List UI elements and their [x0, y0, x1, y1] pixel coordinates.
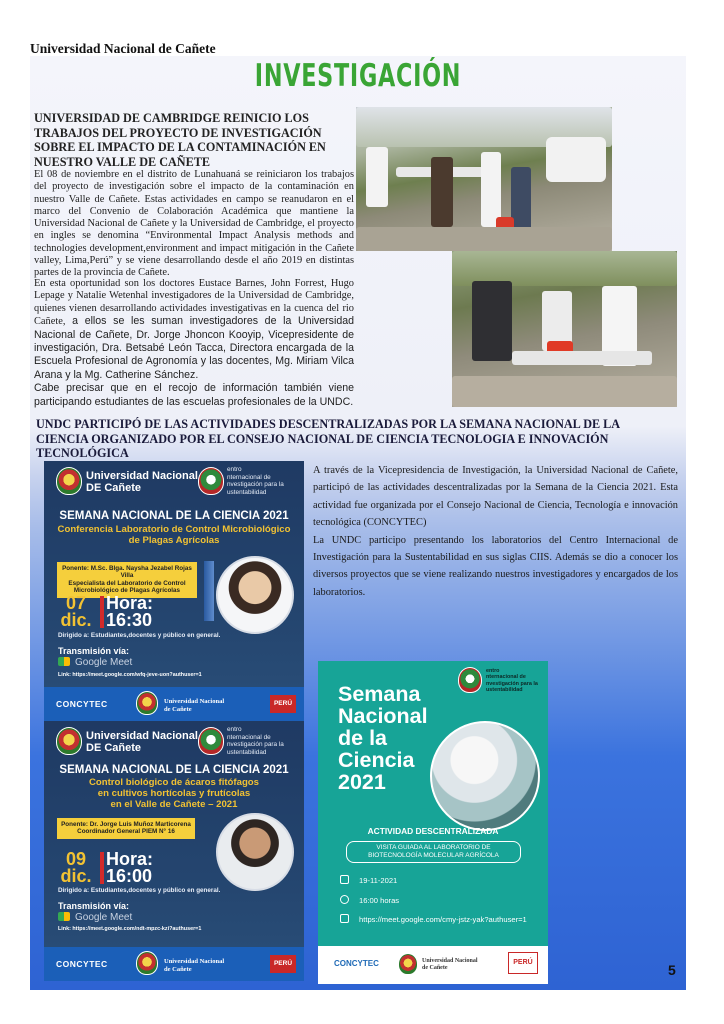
undc-crest-icon	[136, 951, 158, 975]
article2-title: UNDC PARTICIPÓ DE LAS ACTIVIDADES DESCENTRALIZADAS POR LA SEMANA NACIONAL DE LA CIENCIA ORGANIZADO POR EL CONSEJO NACIONAL DE CIENCIA TECNOLOGIA E INNOVACIÓN TECNOLÓGICA	[36, 417, 620, 460]
article1-paragraph2-serif: En esta oportunidad son los doctores Eustace Barnes, John Forrest, Hugo Lepage y Natalie Wetenhal investigadores de la Universidad de Cambridge, quienes vienen desarrollando actividades investigativas en la cuenca del rio Cañete,	[34, 278, 354, 328]
poster1-time: Hora: 16:30	[106, 593, 154, 630]
field-work-photo-2	[452, 251, 677, 407]
field-work-photo-1	[356, 107, 612, 251]
undc-crest-icon	[136, 691, 158, 715]
article1-paragraph2-sans: a ellos se les suman investigadores de la Universidad Nacional de Cañete, Dr. Jorge Jhoncon Kooyip, Vicepresidente de investigación, Dra. Betsabé León Tacca, Directora encargada de la Escuela Profesional de Agronomía y las docentes, Mg. Miriam Vilca Arana y la Mg. Catherine Sánchez.	[34, 315, 354, 381]
article2-paragraph2: La UNDC participo presentando los laboratorios del Centro Internacional de Investigación para la Sustentabilidad en sus siglas CIIS. Además se dio a conocer los diversos proyectos que se viene realizando nuestros investigadores y encargados de los laboratorios.	[313, 534, 678, 598]
article1-title: UNIVERSIDAD DE CAMBRIDGE REINICIO LOS TRABAJOS DEL PROYECTO DE INVESTIGACIÓN SOBRE EL IMPACTO DE LA CONTAMINACIÓN EN NUESTRO VALLE DE CAÑETE	[34, 111, 326, 169]
poster2-meet: Google Meet	[58, 912, 132, 923]
poster2-ponente: Ponente: Dr. Jorge Luis Muñoz Marticorena Coordinador General PIEM N° 16	[57, 818, 195, 839]
clock-icon	[340, 895, 349, 904]
poster3-title: Semana Nacional de la Ciencia 2021	[338, 682, 428, 794]
poster1-ponente: Ponente: M.Sc. Blga. Naysha Jezabel Rojas Villa Especialista del Laboratorio de Control Microbiológico de Plagas Agrícolas	[57, 562, 197, 598]
poster3-footer	[318, 946, 548, 984]
poster2-date: 09 dic.	[60, 849, 92, 886]
page-number: 5	[668, 962, 676, 978]
speaker-photo	[216, 556, 294, 634]
poster3-visit: VISITA GUIADA AL LABORATORIO DE BIOTECNOLOGÍA MOLECULAR AGRÍCOLA	[346, 841, 521, 863]
undc-crest-icon	[398, 953, 418, 975]
peru-logo: PERÚ	[270, 955, 296, 973]
date-divider	[100, 852, 104, 884]
section-title: INVESTIGACIÓN	[254, 58, 462, 94]
flag-decoration	[204, 561, 214, 621]
article1-paragraph2	[34, 278, 354, 409]
google-meet-icon	[58, 912, 70, 921]
ciis-logo-icon	[198, 467, 224, 495]
undc-crest-icon	[56, 467, 82, 495]
poster1-meet: Google Meet	[58, 657, 132, 668]
undc-crest-icon	[56, 727, 82, 755]
poster3-date: 19-11-2021	[340, 875, 397, 885]
poster1-footer	[44, 687, 304, 721]
google-meet-icon	[58, 657, 70, 666]
poster1-semana: SEMANA NACIONAL DE LA CIENCIA 2021	[59, 510, 289, 522]
poster3-link[interactable]: https://meet.google.com/cmy-jstz-yak?authuser=1	[340, 914, 527, 924]
poster2-link[interactable]: Link: https://meet.google.com/ndt-mpzc-kzi?authuser=1	[58, 926, 202, 932]
poster1-conference: Conferencia Laboratorio de Control Microbiológico de Plagas Agrícolas	[57, 524, 291, 546]
poster1-date: 07 dic.	[60, 593, 92, 630]
poster2-semana: SEMANA NACIONAL DE LA CIENCIA 2021	[59, 764, 289, 776]
speaker-photo	[216, 813, 294, 891]
poster2-univ: Universidad Nacional DE Cañete	[86, 730, 198, 754]
poster2-transmission: Transmisión vía:	[58, 901, 130, 911]
poster2-time: Hora: 16:00	[106, 849, 154, 886]
peru-logo: PERÚ	[508, 952, 538, 974]
article2-body	[313, 462, 678, 601]
calendar-icon	[340, 875, 349, 884]
footer-univ: Universidad Nacional de Cañete	[422, 958, 478, 971]
footer-univ: Universidad Nacional de Cañete	[164, 698, 225, 713]
article2-paragraph1: A través de la Vicepresidencia de Investigación, la Universidad Nacional de Cañete, participó de las actividades descentralizadas por la Semana de la Ciencia 2021. Esta actividad fue organizada por el Consejo Nacional de Ciencia, Tecnología e innovación tecnológica (CONCYTEC)	[313, 465, 678, 529]
poster1-transmission: Transmisión vía:	[58, 646, 130, 656]
lab-photo	[430, 721, 540, 831]
concytec-logo: CONCYTEC	[56, 699, 108, 709]
poster2-footer	[44, 947, 304, 981]
poster1-audience: Dirigido a: Estudiantes,docentes y público en general.	[58, 632, 221, 639]
poster1-ciis: entro nternacional de nvestigación para la ustentabilidad	[227, 466, 284, 496]
poster3-activity: ACTIVIDAD DESCENTRALIZADA	[367, 826, 499, 836]
poster2-audience: Dirigido a: Estudiantes,docentes y público en general.	[58, 887, 221, 894]
poster2-ciis: entro nternacional de nvestigación para la ustentabilidad	[227, 726, 284, 756]
poster3-time: 16:00 horas	[340, 895, 399, 905]
concytec-logo: CONCYTEC	[56, 959, 108, 969]
ciis-logo-icon	[458, 667, 482, 693]
peru-logo: PERÚ	[270, 695, 296, 713]
poster3-ciis: entro nternacional de nvestigación para la ustentabilidad	[486, 668, 538, 693]
screen-icon	[340, 914, 349, 923]
article1-paragraph3: Cabe precisar que en el recojo de información también viene participando estudiantes de las escuelas profesionales de la UNDC.	[34, 382, 354, 408]
article1-paragraph1: El 08 de noviembre en el distrito de Lunahuaná se reiniciaron los trabajos del proyecto de investigación sobre el impacto de la contaminación en nuestro Valle de Cañete. Estas actividades en campo se reanudaron en el marco del Convenio de Colaboración Académica que mantiene la Universidad Nacional de Cañete y la Universidad de Cambridge, el proyecto en ingles se denomina “Environmental Impact Analysis methods and technologies development,environment and impact mitigación in the Cañete valley, Lima,Perú” y se viene desarrollando desde el año 2019 en distintas partes de la provincia de Cañete.	[34, 169, 354, 279]
university-header: Universidad Nacional de Cañete	[30, 41, 216, 56]
poster-conference-2	[44, 721, 304, 981]
date-divider	[100, 596, 104, 628]
poster-semana-ciencia	[318, 661, 548, 946]
poster1-link[interactable]: Link: https://meet.google.com/wfq-jeve-uon?authuser=1	[58, 672, 202, 678]
poster2-conference: Control biológico de ácaros fitófagos en cultivos hortícolas y frutícolas en el Valle de Cañete – 2021	[88, 777, 260, 810]
poster1-univ: Universidad Nacional DE Cañete	[86, 470, 198, 494]
poster-conference-1	[44, 461, 304, 721]
concytec-logo: CONCYTEC	[334, 959, 379, 968]
ciis-logo-icon	[198, 727, 224, 755]
footer-univ: Universidad Nacional de Cañete	[164, 958, 225, 973]
